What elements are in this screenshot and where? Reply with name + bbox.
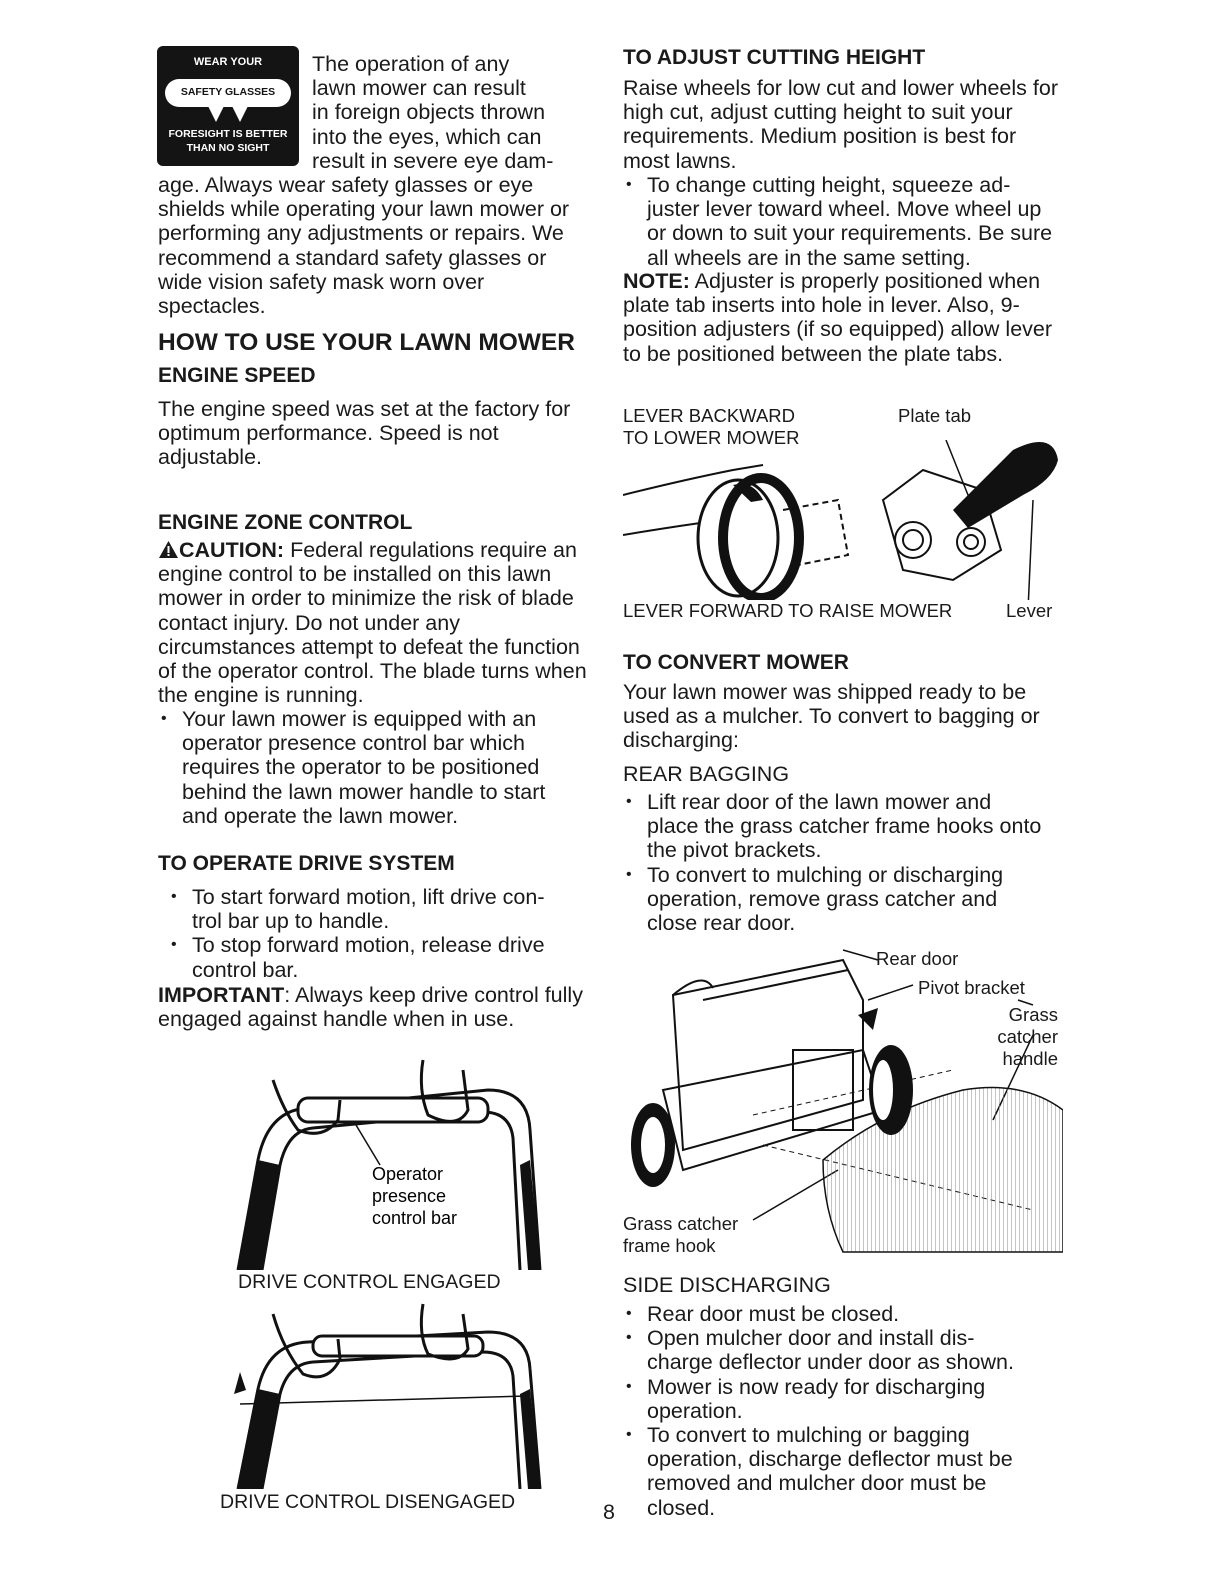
intro-line-2: lawn mower can result [312, 76, 526, 101]
fig-frame-hook [623, 1213, 738, 1257]
fig-lever-backward-line-2: TO LOWER MOWER [623, 427, 800, 448]
fig-plate-tab: Plate tab [898, 405, 972, 426]
fig-label-control-bar: control bar [372, 1208, 458, 1228]
height-text: Raise wheels for low cut and lower wheels for high cut, adjust cutting height to suit your requirements. Medium position is best for most lawns. [623, 76, 1058, 173]
drive-bullet-2: • To stop forward motion, release drive control bar. [168, 933, 578, 981]
height-bullets [623, 173, 1063, 270]
side-bullets [623, 1302, 1043, 1520]
drive-control-disengaged-figure [228, 1294, 548, 1489]
fig-lever-backward-line-1: LEVER BACKWARD [623, 405, 796, 426]
cutting-height-figure [623, 440, 1063, 600]
fig-caption-engaged: DRIVE CONTROL ENGAGED [238, 1271, 501, 1293]
fig-caption-disengaged: DRIVE CONTROL DISENGAGED [220, 1491, 516, 1513]
rear-bullets [623, 790, 1043, 935]
important-text: : Always keep drive control fully engaged against handle when in use. [158, 983, 583, 1032]
important-paragraph [158, 983, 590, 1031]
main-heading: HOW TO USE YOUR LAWN MOWER [158, 329, 575, 356]
page-number: 8 [603, 1500, 615, 1524]
note-paragraph [623, 269, 1063, 366]
fig-label-presence: presence [372, 1186, 447, 1206]
drive-bullet-1: • To start forward motion, lift drive con- trol bar up to handle. [168, 885, 578, 933]
glasses-icon [204, 106, 252, 124]
fig-pivot-bracket: Pivot bracket [918, 977, 1025, 998]
intro-line-5: result in severe eye dam- [312, 148, 554, 173]
badge-line-3: FORESIGHT IS BETTER [168, 128, 288, 140]
rear-bullet-1: • Lift rear door of the lawn mower and place the grass catcher frame hooks onto the pivot brackets. [623, 790, 1043, 863]
note-label: NOTE: [623, 269, 690, 293]
height-bullet: • To change cutting height, squeeze ad- juster lever toward wheel. Move wheel up or down to suit your requirements. Be sure all wheels are in the same setting. [623, 173, 1063, 270]
caution-paragraph [158, 538, 590, 707]
drive-bullets [168, 885, 578, 982]
intro-line-4: into the eyes, which can [312, 124, 542, 149]
fig-grass-catcher-handle [980, 1004, 1058, 1070]
fig-lever-forward: LEVER FORWARD TO RAISE MOWER [623, 600, 953, 621]
zone-bullets [158, 707, 568, 828]
zone-bullet: • Your lawn mower is equipped with an operator presence control bar which requires the operator to be positioned behind the lawn mower handle to start and operate the lawn mower. [158, 707, 568, 828]
fig-gc-line-3: handle [1002, 1048, 1058, 1069]
engine-speed-heading: ENGINE SPEED [158, 364, 316, 387]
caution-text: Federal regulations require an engine control to be installed on this lawn mower in order to minimize the risk of blade contact injury. Do not under any circumstances attempt to defeat the function of the operator control. The blade turns when the engine is running. [158, 538, 587, 708]
convert-heading: TO CONVERT MOWER [623, 651, 849, 674]
intro-line-3: in foreign objects thrown [312, 100, 546, 125]
side-heading: SIDE DISCHARGING [623, 1273, 831, 1297]
rear-bullet-2: • To convert to mulching or discharging operation, remove grass catcher and close rear door. [623, 863, 1043, 936]
side-bullet-4: • To convert to mulching or bagging operation, discharge deflector must be removed and mulcher door must be closed. [623, 1423, 1043, 1520]
intro-rest: age. Always wear safety glasses or eye shields while operating your lawn mower or performing any adjustments or repairs. We recommend a standard safety glasses or wide vision safety mask worn over spectacles. [158, 173, 570, 319]
important-label: IMPORTANT [158, 983, 285, 1007]
warning-triangle-icon [158, 540, 179, 559]
fig-frame-line-2: frame hook [623, 1235, 716, 1256]
badge-line-1: WEAR YOUR [193, 56, 263, 68]
side-bullet-2: • Open mulcher door and install dis- charge deflector under door as shown. [623, 1326, 1043, 1374]
fig-gc-line-2: catcher [997, 1026, 1058, 1047]
fig-gc-line-1: Grass [1008, 1004, 1058, 1025]
fig-rear-door: Rear door [876, 948, 959, 969]
caution-label: CAUTION: [179, 538, 285, 562]
drive-heading: TO OPERATE DRIVE SYSTEM [158, 852, 455, 875]
arrow-icon [234, 1372, 246, 1394]
note-text: Adjuster is properly positioned when plate tab inserts into hole in lever. Also, 9-position adjusters (if so equipped) allow lever to be positioned between the plate tabs. [623, 269, 1053, 366]
convert-text: Your lawn mower was shipped ready to be used as a mulcher. To convert to bagging or discharging: [623, 680, 1040, 753]
engine-speed-text: The engine speed was set at the factory for optimum performance. Speed is not adjustable. [158, 397, 571, 470]
intro-wrap-lines [312, 52, 592, 173]
badge-line-2: SAFETY GLASSES [180, 86, 276, 98]
height-heading: TO ADJUST CUTTING HEIGHT [623, 46, 926, 69]
safety-glasses-badge [157, 46, 299, 166]
fig-lever: Lever [1006, 600, 1053, 621]
side-bullet-1: • Rear door must be closed. [623, 1302, 1043, 1326]
fig-frame-line-1: Grass catcher [623, 1213, 739, 1234]
fig-label-operator: Operator [372, 1164, 444, 1184]
intro-line-1: The operation of any [312, 52, 510, 76]
side-bullet-3: • Mower is now ready for discharging operation. [623, 1375, 1043, 1423]
zone-heading: ENGINE ZONE CONTROL [158, 511, 413, 534]
drive-control-engaged-figure [228, 1040, 548, 1270]
rear-heading: REAR BAGGING [623, 762, 790, 786]
badge-line-4: THAN NO SIGHT [186, 142, 270, 154]
